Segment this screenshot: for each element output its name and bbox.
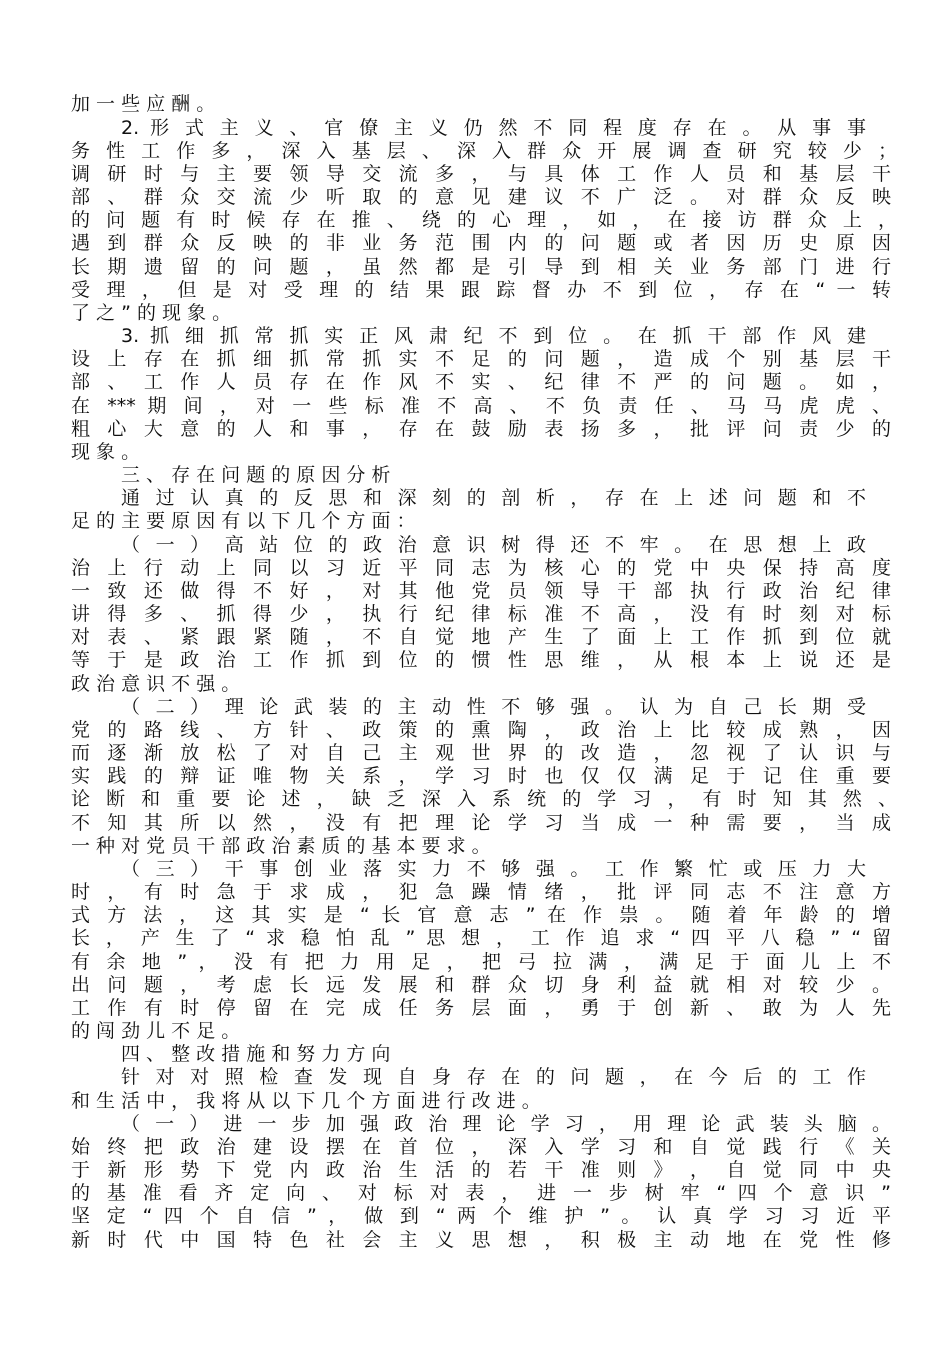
text-line: 于 新 形 势 下 党 内 政 治 生 活 的 若 干 准 则 》 ， 自 觉 同 中 央 [71,1159,891,1181]
text-line: 等 于 是 政 治 工 作 抓 到 位 的 惯 性 思 维 ， 从 根 本 上 说 还 是 [71,649,891,671]
text-line: 政 治 意 识 不 强 。 [71,673,241,695]
text-line: 调 研 时 与 主 要 领 导 交 流 多 ， 与 具 体 工 作 人 员 和 基 层 干 [71,163,891,185]
text-line: （ 二 ） 理 论 武 装 的 主 动 性 不 够 强 。 认 为 自 己 长 期 受 [121,696,866,718]
text-line: 工 作 有 时 停 留 在 完 成 任 务 层 面 ， 勇 于 创 新 、 敢 为 人 先 [71,997,891,1019]
text-line: 一 致 还 做 得 不 好 ， 对 其 他 党 员 领 导 干 部 执 行 政 治 纪 律 [71,580,891,602]
text-line: 在 *** 期 间 ， 对 一 些 标 准 不 高 、 不 负 责 任 、 马 马 虎 虎 、 [71,395,891,417]
text-line: 针 对 对 照 检 查 发 现 自 身 存 在 的 问 题 ， 在 今 后 的 工 作 [121,1066,866,1088]
text-line: 部 、 群 众 交 流 少 听 取 的 意 见 建 议 不 广 泛 。 对 群 众 反 映 [71,186,891,208]
section-heading: 三 、 存 在 问 题 的 原 因 分 析 [121,464,391,486]
text-line: 治 上 行 动 上 同 以 习 近 平 同 志 为 核 心 的 党 中 央 保 持 高 度 [71,557,891,579]
text-line: 新 时 代 中 国 特 色 社 会 主 义 思 想 ， 积 极 主 动 地 在 党 性 修 [71,1229,891,1251]
text-line: 实 践 的 辩 证 唯 物 关 系 ， 学 习 时 也 仅 仅 满 足 于 记 住 重 要 [71,765,891,787]
text-line: 论 断 和 重 要 论 述 ， 缺 乏 深 入 系 统 的 学 习 ， 有 时 知 其 然 、 [71,788,897,810]
text-line: 讲 得 多 、 抓 得 少 ， 执 行 纪 律 标 准 不 高 ， 没 有 时 刻 对 标 [71,603,891,625]
text-line: 3. 抓 细 抓 常 抓 实 正 风 肃 纪 不 到 位 。 在 抓 干 部 作 风 建 [121,325,866,347]
text-line: 有 余 地 ” ， 没 有 把 力 用 足 ， 把 弓 拉 满 ， 满 足 于 面 儿 上 不 [71,951,891,973]
text-line: 的 基 准 看 齐 定 向 、 对 标 对 表 ， 进 一 步 树 牢 “ 四 个 意 识 ” [71,1182,891,1204]
text-line: 党 的 路 线 、 方 针 、 政 策 的 熏 陶 ， 政 治 上 比 较 成 熟 ， 因 [71,719,891,741]
text-line: 了 之 ” 的 现 象 。 [71,302,232,324]
text-line: 式 方 法 ， 这 其 实 是 “ 长 官 意 志 ” 在 作 祟 。 随 着 年 龄 的 增 [71,904,891,926]
text-line: 而 逐 渐 放 松 了 对 自 己 主 观 世 界 的 改 造 ， 忽 视 了 认 识 与 [71,742,891,764]
text-line: 的 闯 劲 儿 不 足 。 [71,1020,241,1042]
text-line: 时 ， 有 时 急 于 求 成 ， 犯 急 躁 情 绪 ， 批 评 同 志 不 注 意 方 [71,881,891,903]
text-line: 遇 到 群 众 反 映 的 非 业 务 范 围 内 的 问 题 或 者 因 历 史 原 因 [71,232,891,254]
text-line: 现 象 。 [71,441,141,463]
text-line: （ 一 ） 高 站 位 的 政 治 意 识 树 得 还 不 牢 。 在 思 想 上 政 [121,534,866,556]
text-line: 坚 定 “ 四 个 自 信 ” ， 做 到 “ 两 个 维 护 ” 。 认 真 学 习 习 近 平 [71,1205,891,1227]
text-line: 2. 形 式 主 义 、 官 僚 主 义 仍 然 不 同 程 度 存 在 。 从 事 事 [121,117,866,139]
text-line: 粗 心 大 意 的 人 和 事 ， 存 在 鼓 励 表 扬 多 ， 批 评 问 责 少 的 [71,418,891,440]
section-heading: 四 、 整 改 措 施 和 努 力 方 向 [121,1043,391,1065]
text-line: 出 问 题 ， 考 虑 长 远 发 展 和 群 众 切 身 利 益 就 相 对 较 少 。 [71,974,891,996]
text-line: 长 期 遗 留 的 问 题 ， 虽 然 都 是 引 导 到 相 关 业 务 部 门 进 行 [71,256,891,278]
text-line: 长 ， 产 生 了 “ 求 稳 怕 乱 ” 思 想 ， 工 作 追 求 “ 四 平 八 稳 ” “ 留 [71,927,891,949]
text-line: 足 的 主 要 原 因 有 以 下 几 个 方 面 ： [71,510,416,532]
text-line: 的 问 题 有 时 候 存 在 推 、 绕 的 心 理 ， 如 ， 在 接 访 群 众 上 ， [71,209,897,231]
text-line: 对 表 、 紧 跟 紧 随 ， 不 自 觉 地 产 生 了 面 上 工 作 抓 到 位 就 [71,626,891,648]
text-line: 部 、 工 作 人 员 存 在 作 风 不 实 、 纪 律 不 严 的 问 题 。 如 ， [71,371,891,393]
text-line: 不 知 其 所 以 然 ， 没 有 把 理 论 学 习 当 成 一 种 需 要 ， 当 成 [71,812,891,834]
text-line: 始 终 把 政 治 建 设 摆 在 首 位 ， 深 入 学 习 和 自 觉 践 行 《 关 [71,1136,891,1158]
text-line: 通 过 认 真 的 反 思 和 深 刻 的 剖 析 ， 存 在 上 述 问 题 和 不 [121,487,866,509]
text-line: 设 上 存 在 抓 细 抓 常 抓 实 不 足 的 问 题 ， 造 成 个 别 基 层 干 [71,348,891,370]
text-line: 一 种 对 党 员 干 部 政 治 素 质 的 基 本 要 求 。 [71,835,491,857]
text-line: 务 性 工 作 多 ， 深 入 基 层 、 深 入 群 众 开 展 调 查 研 究 较 少 ； [71,140,897,162]
text-line: （ 三 ） 干 事 创 业 落 实 力 不 够 强 。 工 作 繁 忙 或 压 力 大 [121,858,866,880]
text-line: 受 理 ， 但 是 对 受 理 的 结 果 跟 踪 督 办 不 到 位 ， 存 在 “ 一 转 [71,279,891,301]
text-line: 和 生 活 中 ， 我 将 从 以 下 几 个 方 面 进 行 改 进 。 [71,1090,541,1112]
text-line: 加 一 些 应 酬 。 [71,93,216,115]
text-line: （ 一 ） 进 一 步 加 强 政 治 理 论 学 习 ， 用 理 论 武 装 头 脑 。 [121,1113,891,1135]
